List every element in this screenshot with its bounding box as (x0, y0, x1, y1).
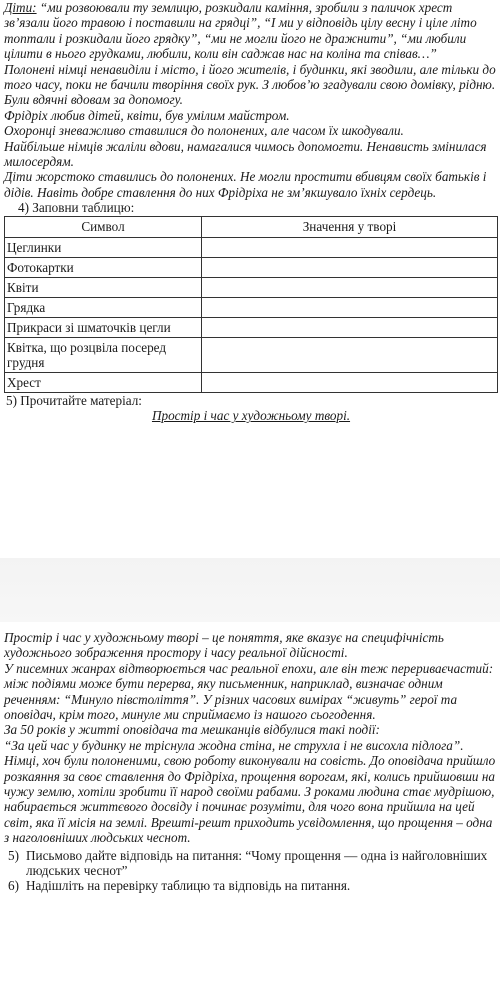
symbol-cell: Цеглинки (5, 238, 202, 258)
task-4-heading: 4) Заповни таблицю: (18, 200, 135, 216)
paragraph-widows: Найбільше німців жаліли вдови, намагалися чимось допомогти. Ненависть змінилася милосердям. (4, 138, 487, 170)
symbol-cell: Фотокартки (5, 258, 202, 278)
table-header-row (5, 217, 498, 238)
meaning-cell[interactable] (202, 338, 498, 373)
label-children: Діти: (4, 0, 37, 15)
table-row (5, 238, 498, 258)
final-task-text: Письмово дайте відповідь на питання: “Чому прощення — одна із найголовніших людських чеснот” (26, 847, 488, 878)
paragraph-children (4, 0, 498, 62)
final-task-number: 6) (8, 877, 19, 893)
symbols-table (4, 216, 498, 393)
table-row (5, 373, 498, 393)
page-bottom (4, 630, 498, 893)
material-title: Простір і час у художньому творі. (151, 408, 351, 424)
table-row (5, 298, 498, 318)
meaning-cell[interactable] (202, 238, 498, 258)
header-symbol: Символ (5, 217, 202, 238)
task-5-heading: 5) Прочитайте матеріал: (6, 393, 142, 409)
meaning-cell[interactable] (202, 318, 498, 338)
paragraph-friedrich: Фрідріх любив дітей, квіти, був умілим майстром. (4, 107, 290, 123)
table-row (5, 318, 498, 338)
table-row (5, 338, 498, 373)
paragraph-kids: Діти жорстоко ставились до полонених. Не могли простити вбивцям своїх батьків і дідів. Навіть добре ставлення до них Фрідріха не зм’якшувало їхніх сердець. (4, 169, 487, 200)
paragraph-prisoners: Полонені німці ненавиділи і місто, і його жителів, і будинки, які зводили, але тільки до того часу, поки не бачили творіння своїх рук. З любов’ю згадували свою домівку, рідню. Були вдячні вдовам за допомогу. (4, 61, 496, 108)
material-paragraph-definition: Простір і час у художньому творі – це поняття, яке вказує на специфічність художнього зображення простору і часу реальної дійсності. (4, 630, 444, 661)
symbol-cell: Квітка, що розцвіла посеред грудня (5, 338, 202, 373)
final-task-6 (8, 877, 498, 893)
final-task-number: 5) (8, 847, 19, 863)
paragraph-guards: Охоронці зневажливо ставилися до полонених, але часом їх шкодували. (4, 123, 404, 139)
material-paragraph-events-intro: За 50 років у житті оповідача та мешканців відбулися такі події: (4, 722, 380, 738)
header-meaning: Значення у творі (202, 217, 498, 238)
symbol-cell: Хрест (5, 373, 202, 393)
final-task-text: Надішліть на перевірку таблицю та відповідь на питання. (26, 877, 351, 893)
page-top (4, 0, 498, 424)
table-row (5, 258, 498, 278)
symbol-cell: Прикраси зі шматочків цегли (5, 318, 202, 338)
material-paragraph-genres: У писемних жанрах відтворюється час реальної епохи, але він теж перериваєчастий: між подіями може бути перерва, яку письменник, наприклад, визначає одним реченням: “Минуло півстоліття”. У різних часових вимірах “живуть” герої та оповідач, крім того, минуле ми сприймаємо із нашого сьогодення. (4, 660, 494, 723)
meaning-cell[interactable] (202, 258, 498, 278)
meaning-cell[interactable] (202, 373, 498, 393)
meaning-cell[interactable] (202, 298, 498, 318)
material-paragraph-events: “За цей час у будинку не тріснула жодна стіна, не струхла і не висохла підлога”. Німці, хоч були полоненими, свою роботу виконували на совість. До оповідача прийшло розкаяння за своє ставлення до Фрідріха, прощення ворогам, які, колись прийшовши на чужу землю, хотіли зробити її народ своїми рабами. З роками людина стає мудрішою, набирається життєвого досвіду і починає розуміти, для чого вона прийшла на цей світ, яка її місія на землі. Врешті-решт приходить усвідомлення, що прощення – одна з наголовніших людських чеснот. (4, 737, 496, 846)
page-gap (0, 558, 500, 622)
symbol-cell: Грядка (5, 298, 202, 318)
table-row (5, 278, 498, 298)
meaning-cell[interactable] (202, 278, 498, 298)
paragraph-text: “ми розвоювали ту землицю, розкидали каміння, зробили з паличок хрест зв’язали його травою і поставили на грядці”, “І ми у відповідь цілу весну і ціле літо топтали і розкидали його грядку”, “ми не могли його не дражнити”, “ми любили цілити в нього грудками, любили, коли він саджав нас на коліна та співав…” (4, 0, 477, 62)
symbol-cell: Квіти (5, 278, 202, 298)
final-task-5 (8, 847, 498, 878)
